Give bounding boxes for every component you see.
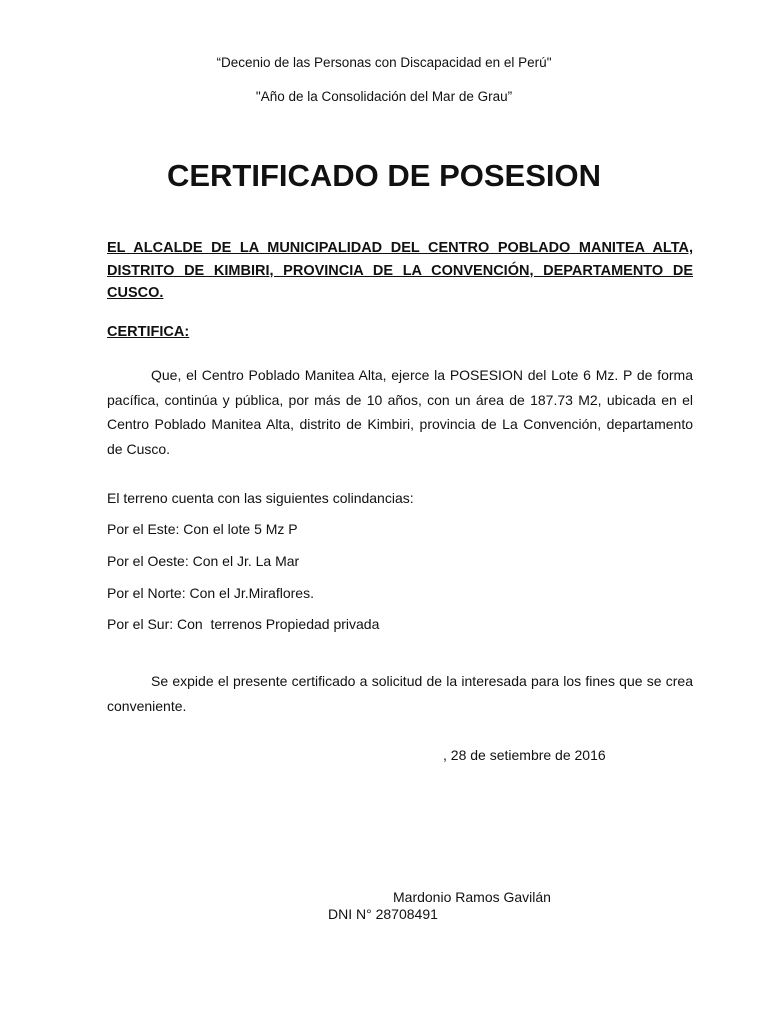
signer-name: Mardonio Ramos Gavilán xyxy=(393,889,551,905)
issue-date: , 28 de setiembre de 2016 xyxy=(443,747,606,763)
issuance-paragraph: Se expide el presente certificado a solicitud de la interesada para los fines que se crea conveniente. xyxy=(107,673,693,714)
issuer-line: CUSCO. xyxy=(107,285,164,301)
signer-dni: DNI N° 28708491 xyxy=(328,906,438,922)
boundaries-intro: El terreno cuenta con las siguientes colindancias: xyxy=(107,490,414,506)
certification-paragraph: Que, el Centro Poblado Manitea Alta, ejerce la POSESION del Lote 6 Mz. P de forma pacífica, continúa y pública, por más de 10 años, con un área de 187.73 M2, ubicada en el Centro Poblado Manitea Alta, distrito de Kimbiri, provincia de La Convención, departamento de Cusco. xyxy=(107,367,693,457)
issuer-line: EL ALCALDE DE LA MUNICIPALIDAD DEL CENTRO POBLADO MANITEA ALTA, xyxy=(107,240,693,256)
issuer-heading xyxy=(107,237,693,305)
document-title: CERTIFICADO DE POSESION xyxy=(166,158,602,193)
motto-decenio: “Decenio de las Personas con Discapacidad en el Perú" xyxy=(216,55,552,70)
boundary-south: Por el Sur: Con terrenos Propiedad privada xyxy=(107,616,380,632)
certifies-label: CERTIFICA: xyxy=(107,324,190,340)
boundary-west: Por el Oeste: Con el Jr. La Mar xyxy=(107,553,300,569)
boundary-east: Por el Este: Con el lote 5 Mz P xyxy=(107,521,298,537)
motto-year: "Año de la Consolidación del Mar de Grau” xyxy=(255,89,513,104)
issuer-line: DISTRITO DE KIMBIRI, PROVINCIA DE LA CONVENCIÓN, DEPARTAMENTO DE xyxy=(107,262,693,279)
boundary-north: Por el Norte: Con el Jr.Miraflores. xyxy=(107,585,314,601)
